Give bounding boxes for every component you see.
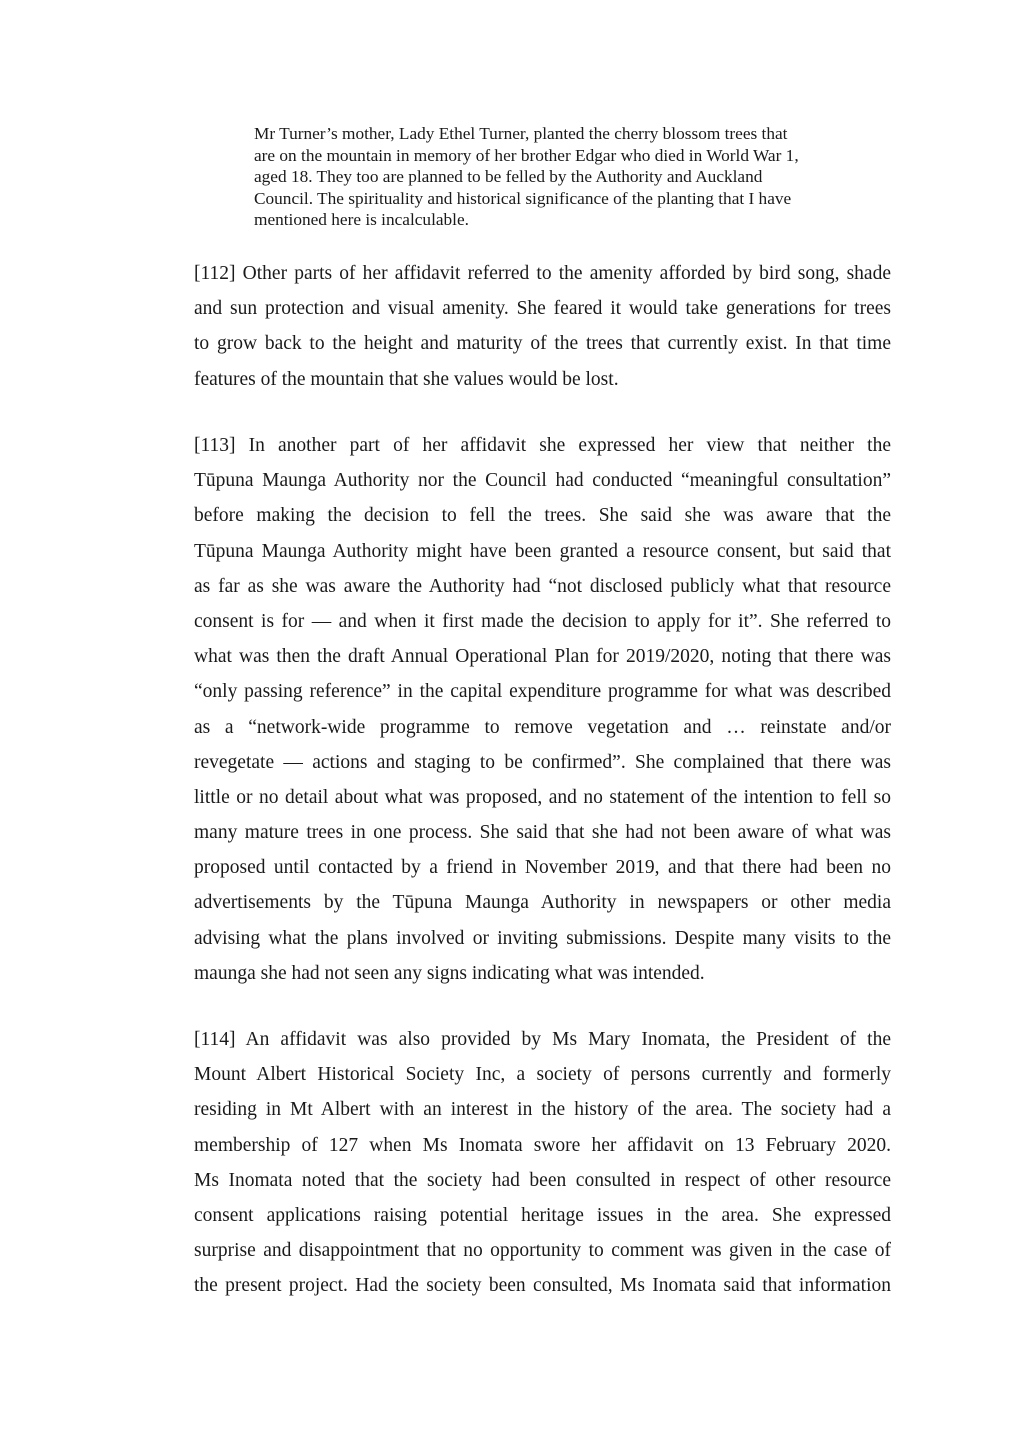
paragraph-line: [113] In another part of her affidavit she expressed her view that neither the: [194, 435, 891, 456]
paragraph-line: revegetate — actions and staging to be confirmed”. She complained that there was: [194, 751, 891, 773]
paragraph-line: Tūpuna Maunga Authority might have been granted a resource consent, but said that: [194, 540, 891, 562]
paragraph-line: features of the mountain that she values would be lost.: [194, 368, 619, 390]
quote-line: are on the mountain in memory of her brother Edgar who died in World War 1,: [254, 145, 799, 165]
paragraph-line: membership of 127 when Ms Inomata swore her affidavit on 13 February 2020.: [194, 1134, 891, 1156]
paragraph-line: what was then the draft Annual Operational Plan for 2019/2020, noting that there was: [194, 646, 891, 668]
paragraph-line: before making the decision to fell the trees. She said she was aware that the: [194, 505, 891, 527]
paragraph-line: Tūpuna Maunga Authority nor the Council had conducted “meaningful consultation”: [194, 470, 891, 492]
paragraph-line: Ms Inomata noted that the society had been consulted in respect of other resource: [194, 1169, 891, 1191]
paragraph-line: [112] Other parts of her affidavit referred to the amenity afforded by bird song, shade: [194, 263, 891, 284]
paragraph-line: consent applications raising potential heritage issues in the area. She expressed: [194, 1204, 891, 1226]
quote-line: Mr Turner’s mother, Lady Ethel Turner, planted the cherry blossom trees that: [254, 124, 788, 143]
quote-line: Council. The spirituality and historical significance of the planting that I have: [254, 188, 792, 208]
paragraph-line: advising what the plans involved or inviting submissions. Despite many visits to the: [194, 927, 891, 949]
paragraph-line: little or no detail about what was proposed, and no statement of the intention to fell so: [194, 786, 891, 808]
paragraph-line: as far as she was aware the Authority had “not disclosed publicly what that resource: [194, 575, 891, 597]
paragraph-line: as a “network-wide programme to remove vegetation and … reinstate and/or: [194, 716, 891, 738]
paragraph-112: [194, 256, 891, 397]
paragraph-line: “only passing reference” in the capital expenditure programme for what was described: [194, 681, 891, 703]
paragraph-line: many mature trees in one process. She said that she had not been aware of what was: [194, 822, 891, 844]
paragraph-line: maunga she had not seen any signs indicating what was intended.: [194, 962, 705, 984]
paragraph-line: Mount Albert Historical Society Inc, a society of persons currently and formerly: [194, 1064, 891, 1086]
paragraph-line: consent is for — and when it first made the decision to apply for it”. She referred to: [194, 610, 891, 632]
block-quote: [254, 123, 834, 231]
quote-line: mentioned here is incalculable.: [254, 210, 469, 230]
paragraph-line: to grow back to the height and maturity of the trees that currently exist. In that time: [194, 333, 891, 355]
paragraph-114: [194, 1022, 891, 1304]
paragraph-line: [114] An affidavit was also provided by Ms Mary Inomata, the President of the: [194, 1029, 891, 1050]
paragraph-line: proposed until contacted by a friend in November 2019, and that there had been no: [194, 857, 891, 879]
paragraph-113: [194, 428, 891, 991]
quote-line: aged 18. They too are planned to be felled by the Authority and Auckland: [254, 167, 763, 187]
paragraph-line: residing in Mt Albert with an interest in the history of the area. The society had a: [194, 1099, 891, 1121]
paragraph-line: advertisements by the Tūpuna Maunga Authority in newspapers or other media: [194, 892, 891, 914]
paragraph-line: the present project. Had the society been consulted, Ms Inomata said that information: [194, 1275, 891, 1297]
paragraph-line: surprise and disappointment that no opportunity to comment was given in the case of: [194, 1240, 891, 1262]
paragraph-line: and sun protection and visual amenity. She feared it would take generations for trees: [194, 298, 891, 320]
